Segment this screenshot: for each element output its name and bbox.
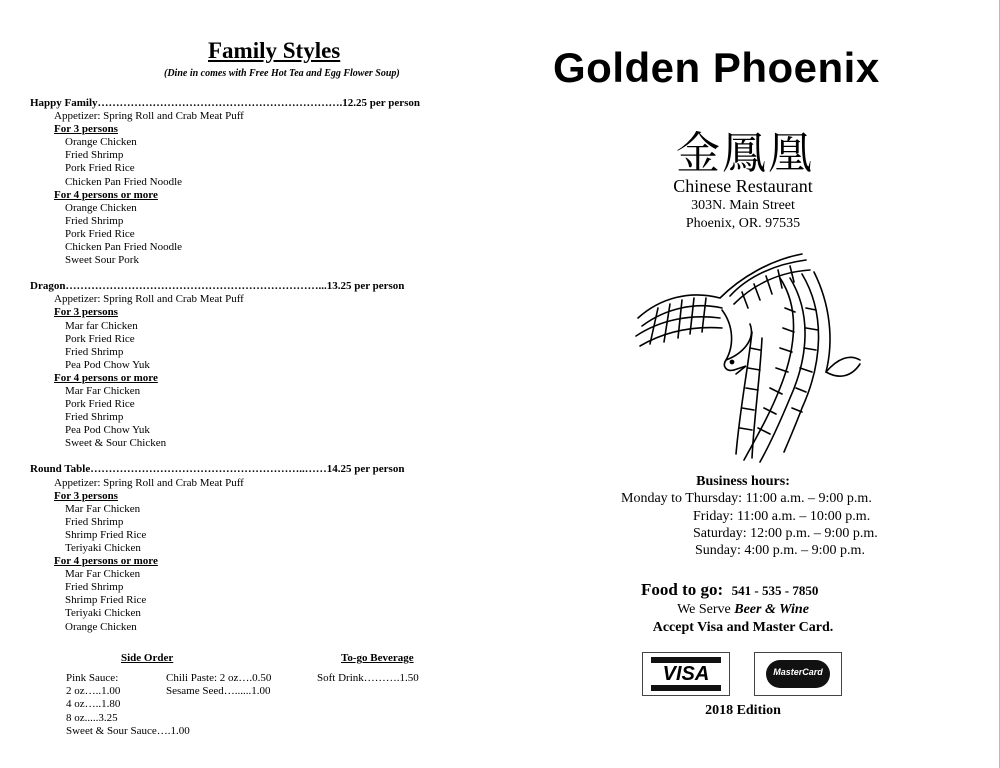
menu-item: Sweet & Sour Chicken xyxy=(65,437,167,450)
visa-bottom-bar xyxy=(651,685,721,691)
restaurant-name: Golden Phoenix xyxy=(553,44,880,91)
menu-item: Shrimp Fried Rice xyxy=(65,528,147,541)
restaurant-type: Chinese Restaurant xyxy=(673,176,813,196)
menu-section-happy-family xyxy=(30,97,450,267)
section-name: Happy Family xyxy=(30,97,98,109)
section-price: 14.25 per person xyxy=(326,463,405,476)
menu-section-round-table xyxy=(30,463,450,633)
phoenix-icon xyxy=(630,248,864,466)
menu-item: Pea Pod Chow Yuk xyxy=(65,358,150,371)
mastercard-wordmark: MasterCard xyxy=(773,667,823,677)
side-order-item: 4 oz…..1.80 xyxy=(66,698,121,711)
serve-line xyxy=(600,602,886,618)
menu-item: Orange Chicken xyxy=(65,201,137,214)
menu-item: Teriyaki Chicken xyxy=(65,607,141,620)
menu-item: Pork Fried Rice xyxy=(65,162,135,175)
menu-item: Mar Far Chicken xyxy=(65,502,141,515)
menu-item: Fried Shrimp xyxy=(65,581,124,594)
section-header xyxy=(30,280,450,293)
menu-item: Orange Chicken xyxy=(65,136,137,149)
side-order-item: 2 oz…..1.00 xyxy=(66,685,121,698)
visa-wordmark: VISA xyxy=(662,663,710,685)
group-title: For 3 persons xyxy=(54,306,118,319)
hours-row: Monday to Thursday: 11:00 a.m. – 9:00 p.m. xyxy=(621,491,872,506)
food-to-go-colon: : xyxy=(717,580,724,599)
appetizer-line: Appetizer: Spring Roll and Crab Meat Puff xyxy=(54,110,244,123)
side-order-title: Side Order xyxy=(121,652,174,664)
visa-logo xyxy=(642,652,730,696)
side-order-item: Chili Paste: 2 oz….0.50 xyxy=(166,672,272,684)
group-title: For 3 persons xyxy=(54,489,118,502)
menu-item: Fried Shrimp xyxy=(65,149,124,162)
menu-item: Chicken Pan Fried Noodle xyxy=(65,175,183,188)
hours-row: Saturday: 12:00 p.m. – 9:00 p.m. xyxy=(693,526,878,541)
serve-drinks: Beer & Wine xyxy=(734,602,809,617)
menu-item: Fried Shrimp xyxy=(65,345,124,358)
side-order-item: Pink Sauce: xyxy=(66,672,119,684)
address-city: Phoenix, OR. 97535 xyxy=(685,216,801,231)
family-styles-title: Family Styles xyxy=(208,38,341,63)
phone-number: 541 - 535 - 7850 xyxy=(731,583,819,598)
section-price: 12.25 per person xyxy=(342,97,421,109)
group-title: For 4 persons or more xyxy=(54,555,158,568)
hours-row: Sunday: 4:00 p.m. – 9:00 p.m. xyxy=(695,543,865,558)
section-name: Dragon xyxy=(30,280,66,293)
leader-dots: …………………………………………………..…… xyxy=(90,463,327,476)
beverage-item: Soft Drink……….1.50 xyxy=(317,672,419,684)
appetizer-line: Appetizer: Spring Roll and Crab Meat Puff xyxy=(54,293,244,306)
business-hours-title: Business hours: xyxy=(696,474,790,489)
side-order-item: 8 oz.....3.25 xyxy=(66,711,118,724)
appetizer-line: Appetizer: Spring Roll and Crab Meat Puff xyxy=(54,476,244,489)
menu-item: Pork Fried Rice xyxy=(65,227,135,240)
togo-beverage-title: To-go Beverage xyxy=(341,652,414,664)
family-styles-subtitle: (Dine in comes with Free Hot Tea and Egg Flower Soup) xyxy=(164,68,400,79)
mastercard-logo xyxy=(754,652,842,696)
group-title: For 4 persons or more xyxy=(54,188,158,201)
menu-item: Teriyaki Chicken xyxy=(65,542,141,554)
menu-item: Sweet Sour Pork xyxy=(65,254,139,267)
address-street: 303N. Main Street xyxy=(691,198,795,213)
menu-item: Fried Shrimp xyxy=(65,515,124,528)
menu-item: Chicken Pan Fried Noodle xyxy=(65,241,183,254)
side-order-item: Sesame Seed…......1.00 xyxy=(166,685,271,698)
section-header xyxy=(30,463,450,476)
group-title: For 3 persons xyxy=(54,123,118,136)
menu-item: Fried Shrimp xyxy=(65,411,124,424)
section-header xyxy=(30,97,450,110)
leader-dots: ……………………………………………………………... xyxy=(65,280,327,293)
accepted-cards-text: Accept Visa and Master Card. xyxy=(652,620,834,635)
togo-beverage-list xyxy=(317,672,419,685)
menu-item: Shrimp Fried Rice xyxy=(65,594,147,607)
menu-item: Pea Pod Chow Yuk xyxy=(65,424,150,437)
serve-prefix: We Serve xyxy=(677,602,731,617)
menu-item: Mar Far Chicken xyxy=(65,384,141,397)
leader-dots: …………………………………………………………. xyxy=(97,97,343,109)
group-title: For 4 persons or more xyxy=(54,371,158,384)
menu-item: Fried Shrimp xyxy=(65,214,124,227)
menu-item: Mar Far Chicken xyxy=(65,568,141,581)
section-name: Round Table xyxy=(30,463,91,476)
restaurant-chinese-name: 金鳳凰 xyxy=(676,128,814,179)
side-order-column-2 xyxy=(166,672,271,698)
menu-item: Orange Chicken xyxy=(65,620,137,633)
edition-label: 2018 Edition xyxy=(705,703,781,718)
family-styles-menu xyxy=(30,97,450,647)
menu-item: Pork Fried Rice xyxy=(65,398,135,411)
section-price: 13.25 per person xyxy=(326,280,405,293)
hours-row: Friday: 11:00 a.m. – 10:00 p.m. xyxy=(693,509,871,524)
menu-item: Pork Fried Rice xyxy=(65,332,135,345)
food-to-go-label: Food to go xyxy=(641,580,718,599)
food-to-go-line xyxy=(641,580,818,600)
menu-item: Mar far Chicken xyxy=(65,319,138,332)
menu-section-dragon xyxy=(30,280,450,450)
side-order-item: Sweet & Sour Sauce….1.00 xyxy=(66,724,190,737)
